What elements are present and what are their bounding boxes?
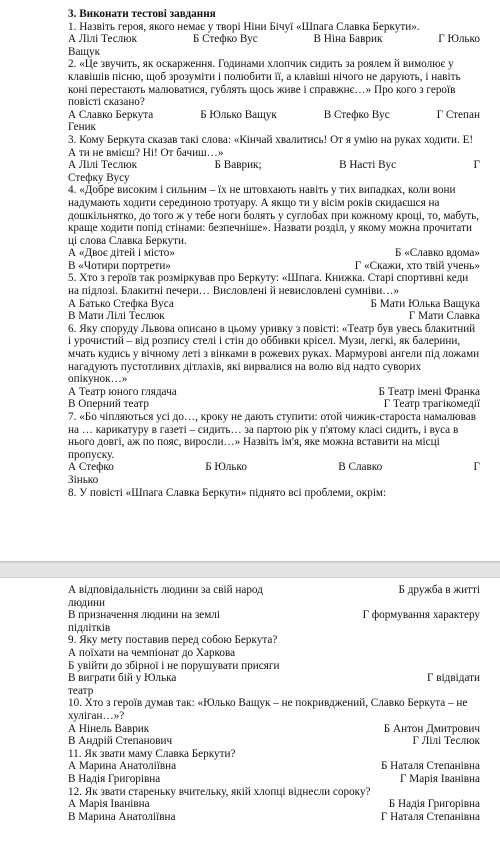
question-text: 3. Кому Беркута сказав такі слова: «Кінчай хвалитись! От я умію на руках ходити. Е! А ти не вмієш? Ні! От бачиш…» <box>68 133 474 159</box>
answer-option: А поїхати на чемпіонат до Харкова <box>68 646 236 659</box>
answer-row <box>68 33 480 46</box>
answer-option: Б увійти до збірної і не порушувати присяги <box>68 659 280 672</box>
question-block <box>68 323 480 411</box>
question-block <box>68 697 480 747</box>
question-block <box>68 584 480 609</box>
question-block <box>68 634 480 697</box>
answer-row <box>68 584 480 597</box>
document-page-2 <box>0 578 500 844</box>
answer-continuation: Ващук <box>68 45 101 58</box>
answer-row <box>68 298 480 311</box>
answer-option: А Батько Стефка Вуса <box>68 297 174 310</box>
answer-option: Б Наталя Степанівна <box>380 760 480 773</box>
answer-option: Б Юлько Ващук <box>200 108 277 121</box>
answer-continuation: Геник <box>68 121 96 134</box>
answer-option: В Надія Григорівна <box>68 772 161 785</box>
question-text: 12. Як звати старенькy вчительку, якій хлопці віднесли сороку? <box>68 785 371 798</box>
answer-option: В Оперний театр <box>68 398 149 411</box>
answer-option: В Стефко Вус <box>323 108 390 121</box>
answer-option: Г <box>473 461 480 474</box>
answer-option: Б дружба в житті <box>398 584 480 596</box>
answer-option: Г Театр трагікомедії <box>383 398 480 411</box>
question-text: 9. Яку мету поставив перед собою Беркута? <box>68 634 278 647</box>
page-2-questions <box>68 584 480 823</box>
answer-option: А Стефко <box>68 461 114 474</box>
answer-option: Г Юлько <box>438 33 480 46</box>
answer-option: Г Степан <box>436 108 480 121</box>
question-block <box>68 58 480 134</box>
answer-row <box>68 798 480 811</box>
question-block <box>68 786 480 824</box>
answer-option: А Марія Іванівна <box>68 798 150 811</box>
answer-option: В «Чотири портрети» <box>68 259 171 272</box>
answer-row <box>68 773 480 786</box>
answer-option: Г формування характеру <box>362 609 480 622</box>
answer-row <box>68 398 480 411</box>
answer-row <box>68 109 480 122</box>
answer-option: А «Двоє дітей і місто» <box>68 247 175 260</box>
answer-option: В призначення людини на землі <box>68 609 220 622</box>
answer-option: А Лілі Теслюк <box>68 159 138 172</box>
answer-option: Б Антон Дмитрович <box>383 722 480 735</box>
answer-option: В Марина Анатоліївна <box>68 810 176 823</box>
answer-row <box>68 723 480 736</box>
answer-row <box>68 735 480 748</box>
answer-option: А Марина Анатоліївна <box>68 760 177 773</box>
page-2-content <box>0 578 500 823</box>
answer-option: Б Мати Юлька Ващука <box>370 297 480 310</box>
answer-option: Б «Славко вдома» <box>394 247 480 260</box>
answer-continuation: театр <box>68 684 94 697</box>
answer-option: А Нінель Ваврик <box>68 722 150 735</box>
answer-option: А Театр юного глядача <box>68 385 177 398</box>
section-title: 3. Виконати тестові завдання <box>68 8 216 20</box>
question-block <box>68 272 480 322</box>
answer-row <box>68 386 480 399</box>
question-block <box>68 411 480 487</box>
answer-option: Б Театр імені Франка <box>378 385 480 398</box>
question-text: 2. «Це звучить, як оскарження. Годинами хлопчик сидить за роялем й вимолює у клавішів пісню, щоб зрозуміти і полюбити її, а клавіші нічого не дарують, і навіть коні перестають малюватися, гублять щось живе і справжнє…» Про кого з героїв повісті сказано? <box>68 58 461 109</box>
question-block <box>68 21 480 59</box>
answer-option: Г «Скажи, хто твій учень» <box>354 259 480 272</box>
question-text: 7. «Бо чіпляються усі до…, кроку не дають ступити: отой чижик-староста намалював на … карикатуру в газеті – сидить… за партою рік у п'ятому класі сидить, і вуса в нього довгі, аж по пояс, виросли…» Назвіть ім'я, яке можна вставити на місці пропуску. <box>68 411 477 461</box>
question-text: 5. Хто з героїв так розміркував про Беркуту: «Шпага. Книжка. Старі спортивні кеди на підлозі. Блакитні печери… Висловлені й невисловлені сумніви…» <box>68 272 469 298</box>
question-text: 4. «Добре високим і сильним – їх не штовхають навіть у тих випадках, коли вони надумають ходити серединою тротуару. А якщо ти у вісім років скидаєшся на дошкільнятко, до того ж у тебе ноги болять у суглобах при кожному кроці, то, мабуть, краще ходити попід стінами: безпечніше». Назвати розділ, у якому можна прочитати ці слова Славка Беркути. <box>68 184 480 247</box>
question-text: 11. Як звати маму Славка Беркути? <box>68 747 236 760</box>
answer-option: В Славко <box>338 461 383 474</box>
answer-continuation: Стефку Вусу <box>68 171 130 184</box>
question-text: 6. Яку споруду Львова описано в цьому уривку з повісті: «Театр був увесь блакитний і урочистий – від розпису стелі і стін до оббивки крісел. Музи, легкі, як балерини, мчать кудись у вічному леті з вінками в рожевих руках. Мармурові ангели під ложами нагадують пустотливих дітлахів, які вирвалися на волю від надто суворих опікунок…» <box>68 322 480 386</box>
answer-row <box>68 811 480 824</box>
answer-row <box>68 672 480 685</box>
answer-continuation: підлітків <box>68 621 111 634</box>
question-block <box>68 609 480 634</box>
answer-row <box>68 461 480 474</box>
answer-option: Б Стефко Вус <box>192 33 258 46</box>
answer-option: Г <box>473 159 480 172</box>
answer-option: Г Мати Славка <box>408 310 480 323</box>
answer-option: А Славко Беркута <box>68 108 154 121</box>
answer-row <box>68 760 480 773</box>
page-separator <box>0 562 500 578</box>
answer-option: В Насті Вус <box>339 159 397 172</box>
answer-option: Б Юлько <box>205 461 247 474</box>
answer-row <box>68 609 480 622</box>
question-text: 10. Хто з героїв думав так: «Юлько Ващук – не покривджений, Славко Беркута – не хуліган…»? <box>68 697 468 722</box>
answer-continuation: людини <box>68 596 106 609</box>
answer-option: Г Марія Іванівна <box>400 772 480 785</box>
question-block <box>68 487 480 500</box>
question-block <box>68 184 480 272</box>
answer-row <box>68 159 480 172</box>
question-text: 1. Назвіть героя, якого немає у творі Ніни Бічуї «Шпага Славка Беркути». <box>68 20 420 33</box>
question-text: 8. У повісті «Шпага Славка Беркути» піднято всі проблеми, окрім: <box>68 486 387 499</box>
answer-option: В виграти бій у Юлька <box>68 672 177 685</box>
answer-option: Б Надія Григорівна <box>388 798 480 811</box>
answer-option: Г Наталя Степанівна <box>380 810 480 823</box>
answer-row <box>68 260 480 273</box>
answer-option: В Андрій Степанович <box>68 735 173 748</box>
question-block <box>68 748 480 786</box>
answer-continuation: Зінько <box>68 473 99 486</box>
answer-option: В Ніна Баврик <box>313 33 383 46</box>
answer-option: В Мати Лілі Теслюк <box>68 310 165 323</box>
answer-row <box>68 247 480 260</box>
answer-option: А Лілі Теслюк <box>68 33 138 46</box>
answer-row <box>68 310 480 323</box>
answer-option: А відповідальність людини за свій народ <box>68 584 263 596</box>
answer-option: Б Ваврик; <box>214 159 262 172</box>
question-block <box>68 134 480 184</box>
answer-option: Г відвідати <box>427 672 480 685</box>
page-1-questions <box>68 21 480 500</box>
answer-option: Г Лілі Теслюк <box>412 735 480 748</box>
